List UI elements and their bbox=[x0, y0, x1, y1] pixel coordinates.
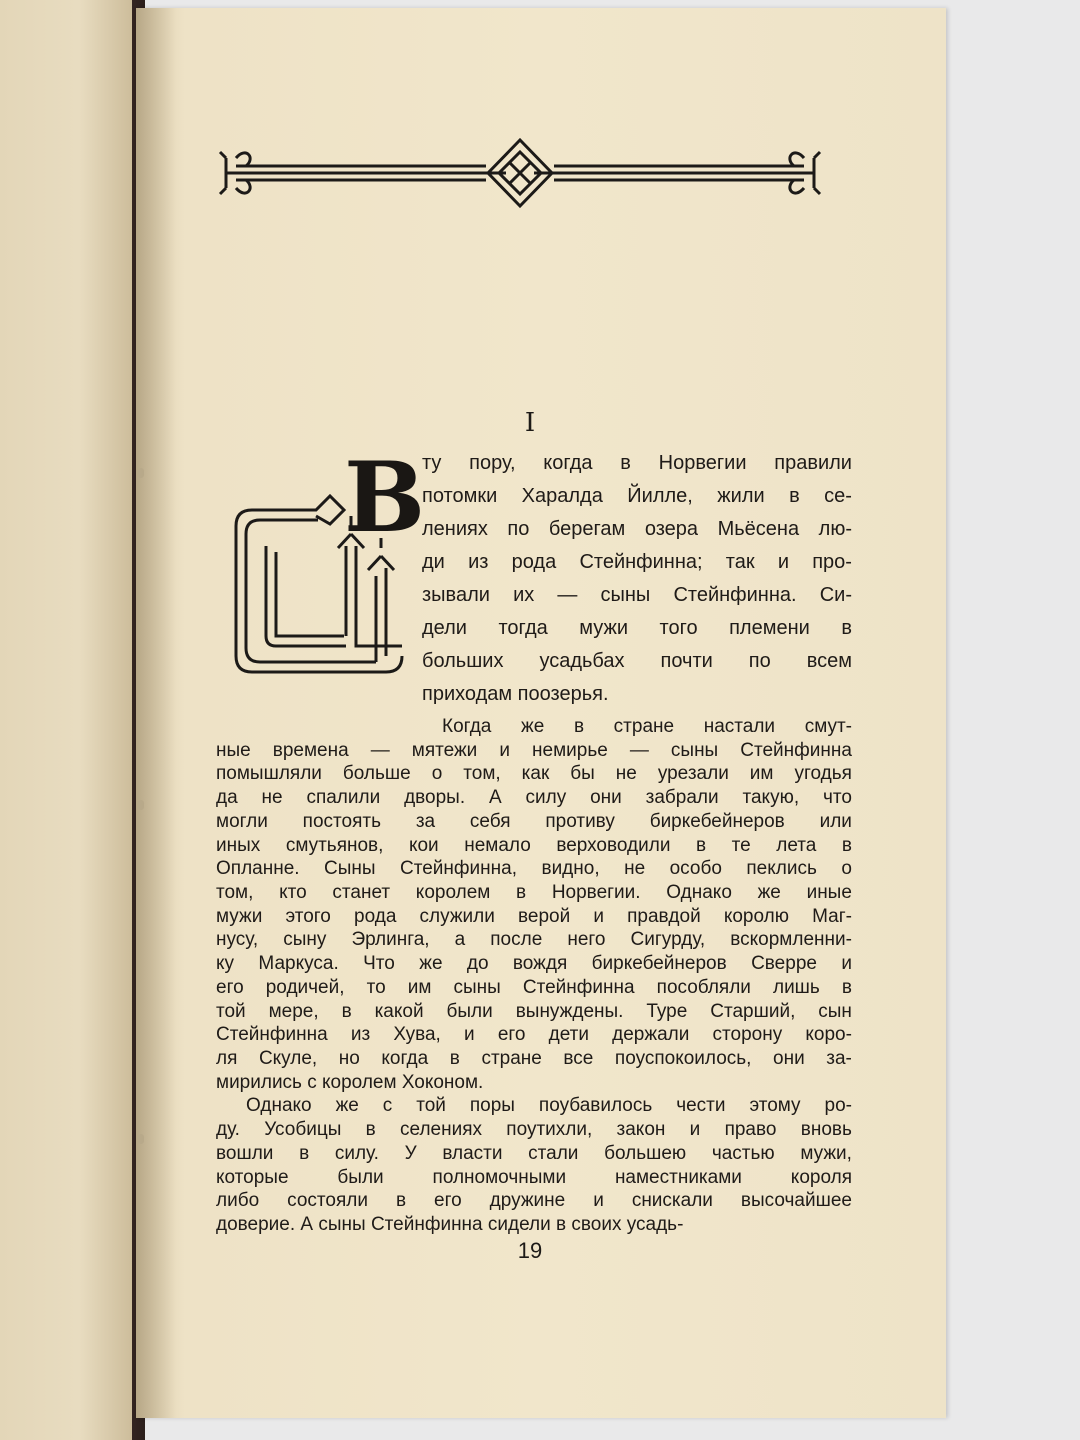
text-line: Однако же с той поры поубавилось чести этому ро- bbox=[246, 1095, 852, 1116]
text-line: ку Маркуса. Что же до вождя биркебейнеров Сверре и bbox=[216, 953, 852, 974]
gutter-shadow bbox=[136, 8, 176, 1418]
text-line: ные времена — мятежи и немирье — сыны Стейнфинна bbox=[216, 740, 852, 761]
text-line: доверие. А сыны Стейнфинна сидели в своих усадь- bbox=[216, 1214, 684, 1235]
text-line: ля Скуле, но когда в стране все поуспокоилось, они за- bbox=[216, 1048, 852, 1069]
text-line: той мере, в какой были вынуждены. Туре Старший, сын bbox=[216, 1001, 852, 1022]
text-line: том, кто станет королем в Норвегии. Однако же иные bbox=[216, 882, 852, 903]
text-line: приходам поозерья. bbox=[422, 683, 609, 705]
text-line: вошли в силу. У власти стали большею частью мужи, bbox=[216, 1143, 852, 1164]
drop-cap-letter: В bbox=[344, 441, 426, 554]
text-line: дели тогда мужи того племени в bbox=[422, 617, 852, 639]
binding-thread bbox=[138, 468, 144, 478]
chapter-number: I bbox=[524, 408, 536, 438]
text-line: ту пору, когда в Норвегии правили bbox=[422, 452, 852, 474]
page-number: 19 bbox=[517, 1238, 543, 1263]
binding-thread bbox=[138, 800, 144, 810]
left-page-edge bbox=[0, 0, 132, 1440]
text-line: помышляли больше о том, как бы не урезали им угодья bbox=[216, 763, 852, 784]
text-line: иных смутьянов, кои немало верховодили в те лета в bbox=[216, 835, 852, 856]
text-line: да не спалили дворы. А силу они забрали такую, что bbox=[216, 787, 852, 808]
text-line: лениях по берегам озера Мьёсена лю- bbox=[422, 518, 852, 540]
text-line: Стейнфинна из Хува, и его дети держали сторону коро- bbox=[216, 1024, 852, 1045]
text-line: зывали их — сыны Стейнфинна. Си- bbox=[422, 584, 852, 606]
text-line: больших усадьбах почти по всем bbox=[422, 650, 852, 672]
text-line: которые были полномочными наместниками короля bbox=[216, 1167, 852, 1188]
ornamental-headpiece bbox=[206, 128, 834, 218]
text-line: ди из рода Стейнфинна; так и про- bbox=[422, 551, 852, 573]
binding-thread bbox=[138, 1134, 144, 1144]
text-line: Когда же в стране настали смут- bbox=[442, 716, 852, 737]
text-line: мужи этого рода служили верой и правдой королю Маг- bbox=[216, 906, 852, 927]
text-line: его родичей, то им сыны Стейнфинна пособляли лишь в bbox=[216, 977, 852, 998]
text-line: либо состояли в его дружине и снискали высочайшее bbox=[216, 1190, 852, 1211]
text-line: мирились с королем Хоконом. bbox=[216, 1072, 484, 1093]
text-line: могли постоять за себя противу биркебейнеров или bbox=[216, 811, 852, 832]
text-line: нусу, сыну Эрлинга, а после него Сигурду, вскормленни- bbox=[216, 929, 852, 950]
text-line: потомки Харалда Йилле, жили в се- bbox=[422, 485, 852, 507]
text-line: ду. Усобицы в селениях поутихли, закон и право вновь bbox=[216, 1119, 852, 1140]
text-line: Опланне. Сыны Стейнфинна, видно, не особо пеклись о bbox=[216, 858, 852, 879]
